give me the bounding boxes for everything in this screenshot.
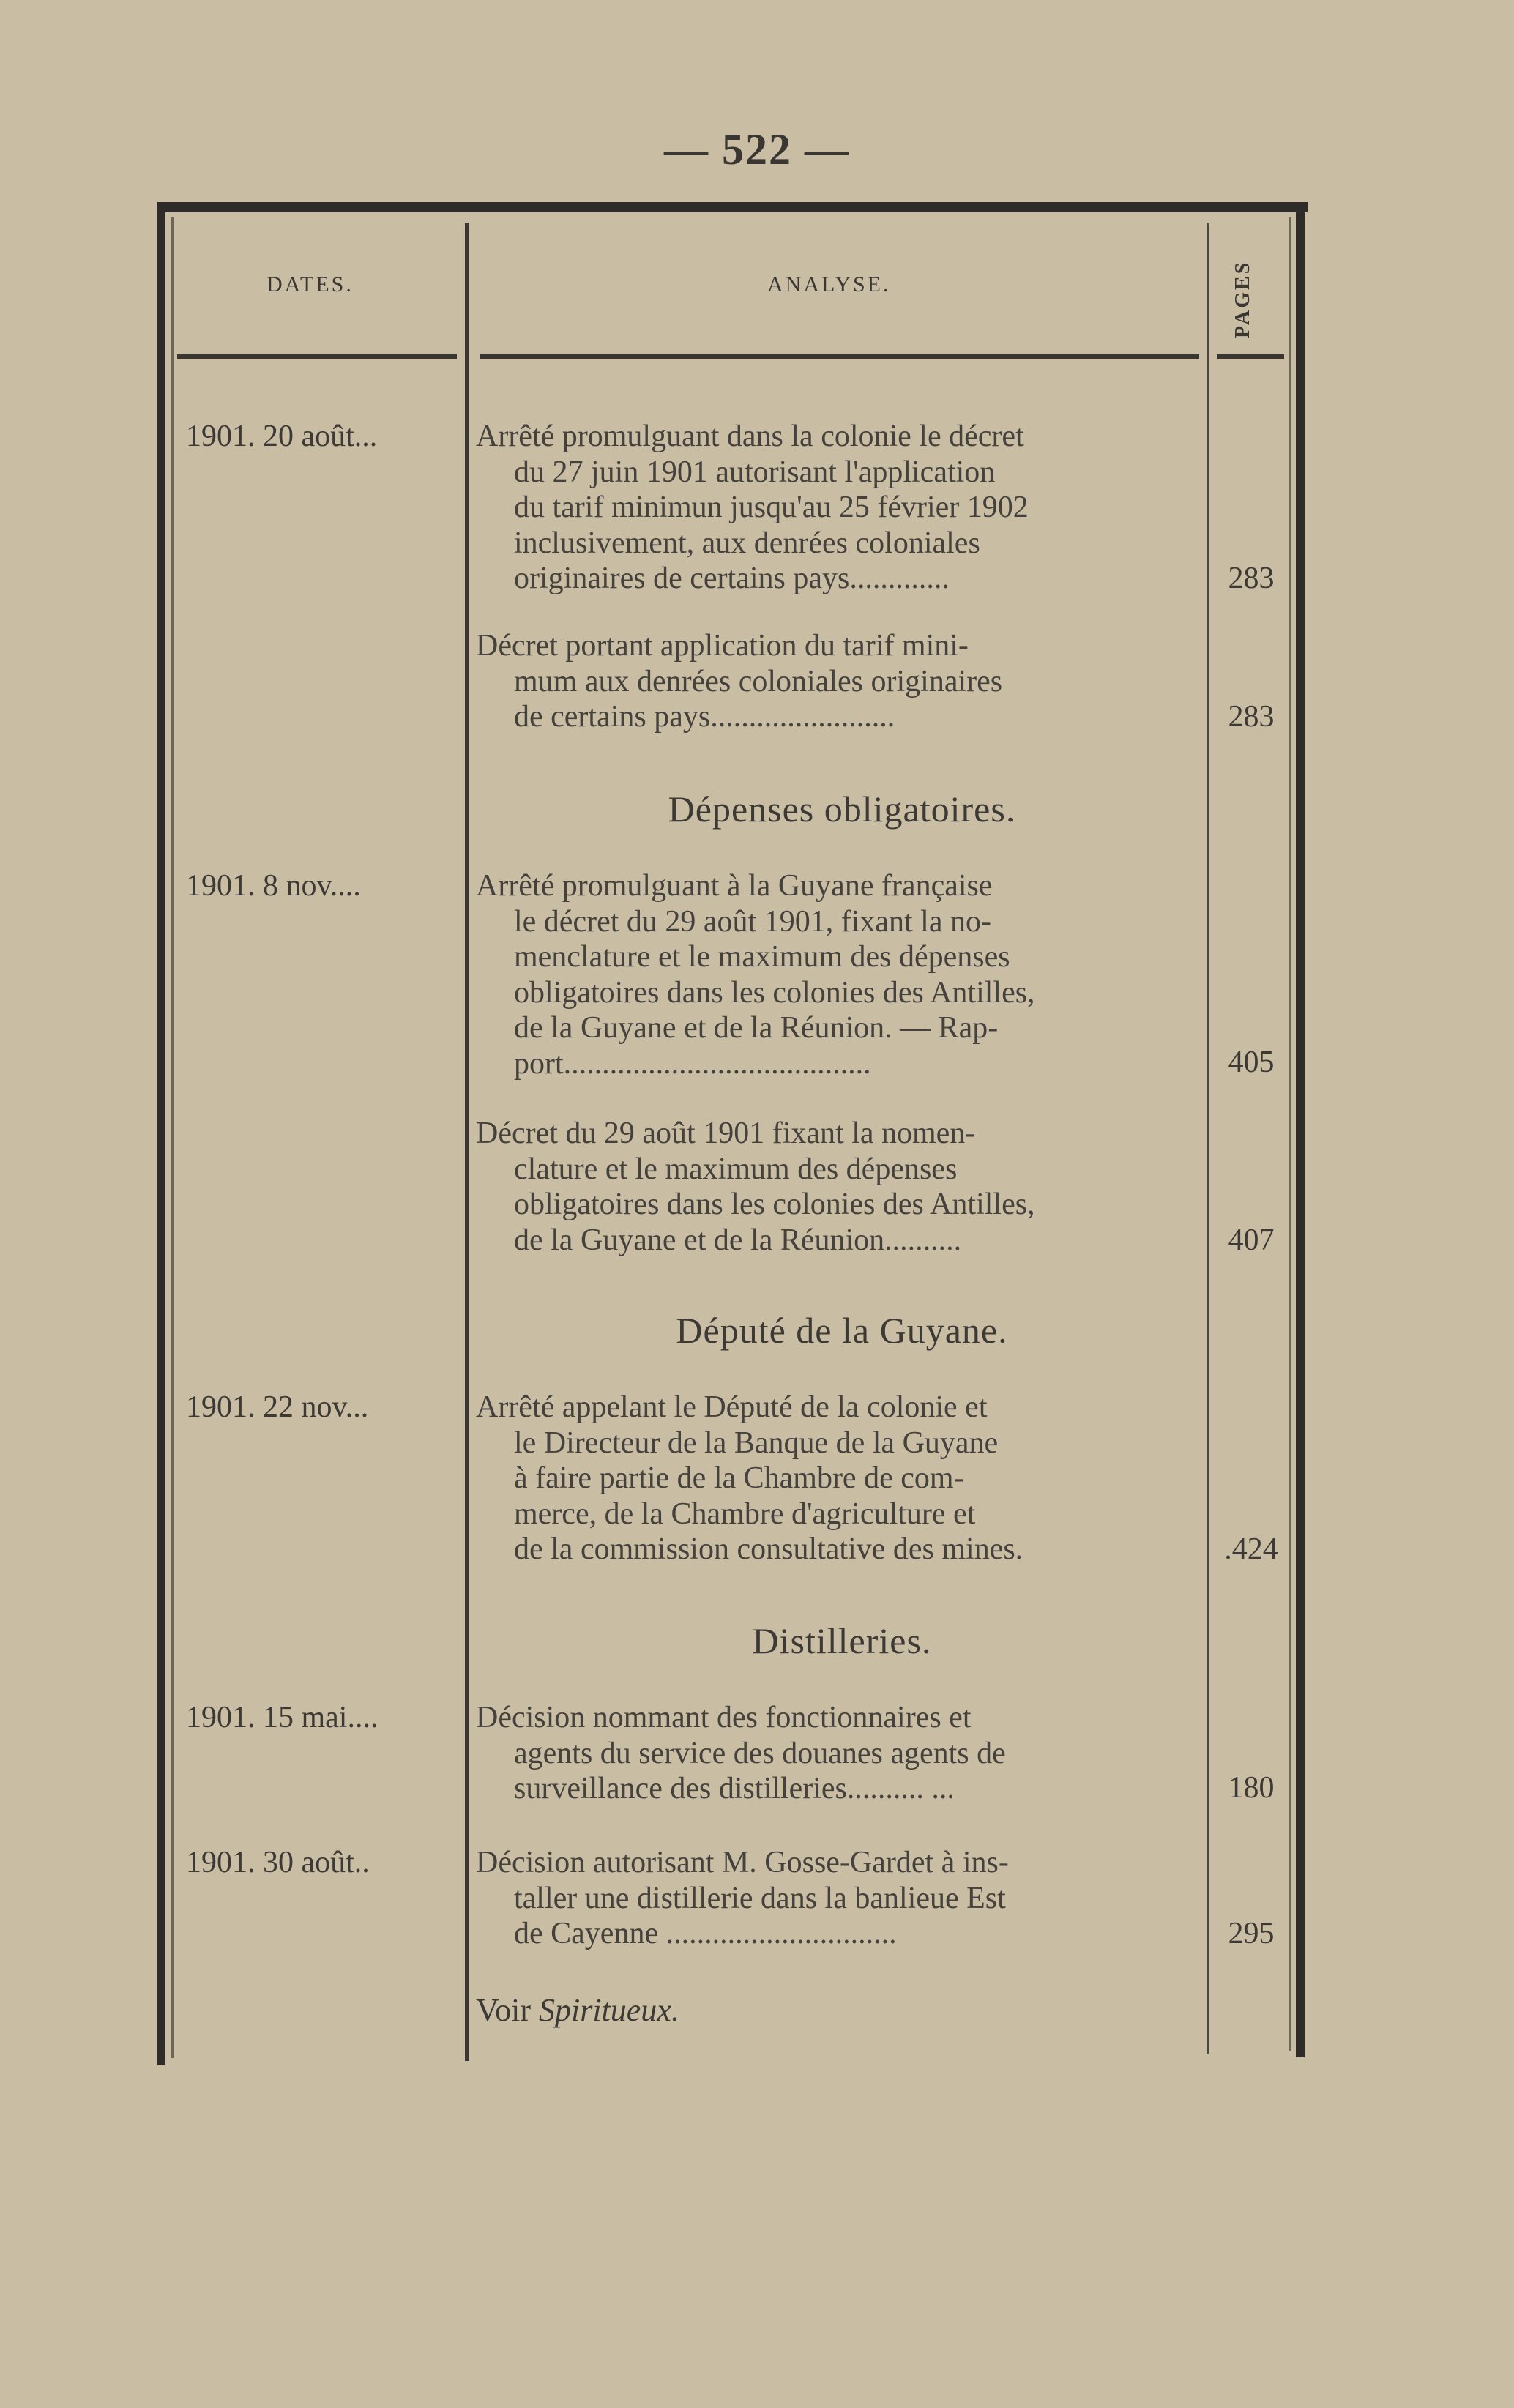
entry-line: de certains pays........................ — [514, 700, 895, 734]
header-rule-dates — [177, 354, 457, 359]
entry-analysis — [476, 1390, 1208, 1568]
entry-page: 180 — [1228, 1771, 1275, 1805]
entry-line: originaires de certains pays............. — [514, 562, 950, 595]
entry-page: 405 — [1228, 1045, 1275, 1079]
page-number: — 522 — — [664, 125, 850, 174]
entry-date: 1901. 20 août... — [186, 420, 378, 453]
entry-line: à faire partie de la Chambre de com- — [514, 1461, 964, 1495]
see-also-reference — [476, 1991, 679, 2029]
entry-page: 295 — [1228, 1917, 1275, 1950]
entry-page: 407 — [1228, 1223, 1275, 1257]
entry-line: inclusivement, aux denrées coloniales — [514, 526, 980, 560]
entry-page: .424 — [1224, 1532, 1278, 1566]
entry-line: surveillance des distilleries.......... ... — [514, 1772, 955, 1805]
section-heading: Distilleries. — [752, 1620, 932, 1661]
table-left-inner-rule — [171, 217, 174, 2058]
entry-line: Décision autorisant M. Gosse-Gardet à ins- — [476, 1846, 1009, 1879]
entry-line: Arrêté promulguant à la Guyane française — [476, 869, 993, 903]
entry-analysis — [476, 628, 1208, 735]
entry-page: 283 — [1228, 700, 1275, 734]
see-also-prefix: Voir — [476, 1992, 539, 2028]
entry-line: le Directeur de la Banque de la Guyane — [514, 1425, 999, 1460]
header-rule-analyse — [480, 354, 1199, 359]
entry-line: mum aux denrées coloniales originaires — [514, 664, 1003, 698]
entry-line: merce, de la Chambre d'agriculture et — [514, 1496, 976, 1531]
column-header-analyse: ANALYSE. — [767, 272, 891, 297]
entry-line: port........................................ — [514, 1046, 871, 1081]
column-header-dates: DATES. — [266, 272, 354, 297]
entry-date: 1901. 8 nov.... — [186, 869, 361, 903]
header-rule-pages — [1217, 354, 1284, 359]
entry-line: menclature et le maximum des dépenses — [514, 940, 1010, 974]
section-heading: Dépenses obligatoires. — [668, 789, 1016, 830]
entry-line: clature et le maximum des dépenses — [514, 1152, 958, 1186]
table-right-border — [1296, 205, 1305, 2057]
column-header-pages: PAGES — [1231, 260, 1254, 338]
entry-line: obligatoires dans les colonies des Antilles, — [514, 1188, 1035, 1221]
entry-date: 1901. 30 août.. — [186, 1846, 370, 1879]
entry-date: 1901. 15 mai.... — [186, 1701, 378, 1734]
entry-line: du tarif minimun jusqu'au 25 février 1902 — [514, 491, 1029, 524]
entry-page: 283 — [1228, 562, 1275, 595]
entry-line: de la Guyane et de la Réunion. — Rap- — [514, 1011, 999, 1045]
entry-line: Décret portant application du tarif mini- — [476, 629, 969, 663]
column-separator-dates — [465, 223, 469, 2061]
entry-line: taller une distillerie dans la banlieue Est — [514, 1881, 1006, 1915]
entry-analysis — [476, 1845, 1208, 1952]
entry-analysis — [476, 419, 1208, 597]
entry-date: 1901. 22 nov... — [186, 1390, 369, 1424]
entry-line: Décret du 29 août 1901 fixant la nomen- — [476, 1117, 976, 1150]
table-top-border — [157, 202, 1308, 212]
entry-line: du 27 juin 1901 autorisant l'application — [514, 455, 996, 489]
entry-line: le décret du 29 août 1901, fixant la no- — [514, 904, 991, 939]
entry-line: agents du service des douanes agents de — [514, 1736, 1006, 1770]
entry-line: de la commission consultative des mines. — [514, 1532, 1023, 1566]
entry-analysis — [476, 868, 1208, 1081]
entry-line: Arrêté promulguant dans la colonie le décret — [476, 420, 1024, 453]
section-heading: Député de la Guyane. — [676, 1310, 1008, 1351]
entry-analysis — [476, 1700, 1208, 1807]
entry-analysis — [476, 1116, 1208, 1258]
see-also-target: Spiritueux. — [538, 1992, 679, 2028]
entry-line: de la Guyane et de la Réunion.......... — [514, 1223, 962, 1257]
table-left-border — [157, 205, 165, 2065]
entry-line: Décision nommant des fonctionnaires et — [476, 1701, 972, 1734]
entry-line: Arrêté appelant le Député de la colonie et — [476, 1390, 988, 1424]
entry-line: obligatoires dans les colonies des Antilles, — [514, 975, 1035, 1010]
entry-line: de Cayenne .............................. — [514, 1917, 897, 1950]
